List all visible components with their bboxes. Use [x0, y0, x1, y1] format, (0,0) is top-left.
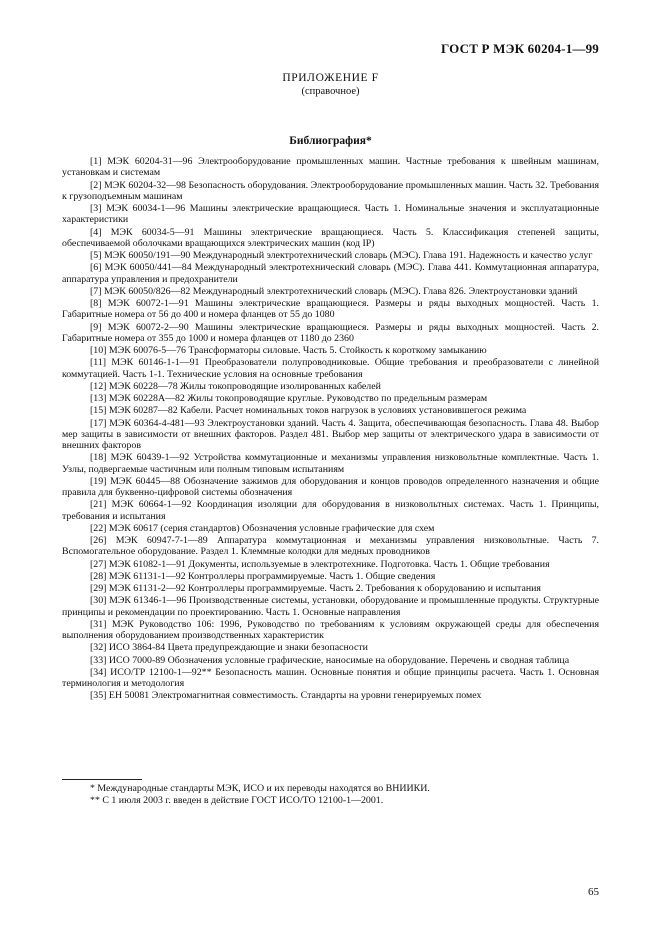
bibliography-entry: [9] МЭК 60072-2—90 Машины электрические вращающиеся. Размеры и ряды выходных мощностей. Часть 2. Габаритные номера от 355 до 1000 и номера фланцев от 1180 до 2360	[62, 321, 599, 344]
bibliography-title: Библиография*	[289, 135, 372, 147]
bibliography-entry: [6] МЭК 60050/441—84 Международный электротехнический словарь (МЭС). Глава 441. Коммутационная аппаратура, аппаратура управления и предохранители	[62, 262, 599, 285]
bibliography-entry: [5] МЭК 60050/191—90 Международный электротехнический словарь (МЭС). Глава 191. Надежность и качество услуг	[90, 250, 593, 261]
bibliography-entry: [27] МЭК 61082-1—91 Документы, используемые в электротехнике. Подготовка. Часть 1. Общие требования	[90, 558, 550, 570]
bibliography-entry: [1] МЭК 60204-31—96 Электрооборудование промышленных машин. Частные требования к швейным машинам, установкам и системам	[62, 156, 599, 179]
bibliography-entry: [22] МЭК 60617 (серия стандартов) Обозначения условные графические для схем	[90, 522, 435, 534]
footnote: ** С 1 июля 2003 г. введен в действие ГОСТ ИСО/ТО 12100-1—2001.	[90, 795, 384, 806]
page-number: 65	[588, 886, 599, 898]
footnote-divider	[62, 779, 142, 780]
bibliography-entry: [7] МЭК 60050/826—82 Международный электротехнический словарь (МЭС). Глава 826. Электроустановки зданий	[90, 285, 578, 297]
bibliography-entry: [35] ЕН 50081 Электромагнитная совместимость. Стандарты на уровни генерируемых помех	[90, 690, 482, 702]
bibliography-entry: [31] МЭК Руководство 106: 1996, Руководство по требованиям к условиям окружающей среды для обеспечения выполнения оборудованием производственных характеристик	[62, 618, 599, 641]
bibliography-entry: [4] МЭК 60034-5—91 Машины электрические вращающиеся. Часть 5. Классификация степеней защиты, обеспечиваемой оболочками вращающихся электрических машин (код IP)	[62, 226, 599, 249]
bibliography-entry: [12] МЭК 60228—78 Жилы токопроводящие изолированных кабелей	[90, 380, 381, 392]
bibliography-entry: [11] МЭК 60146-1-1—91 Преобразователи полупроводниковые. Общие требования и преобразователи с линейной коммутацией. Часть 1-1. Технические условия на основные требования	[62, 357, 599, 380]
bibliography-entry: [28] МЭК 61131-1—92 Контроллеры программируемые. Часть 1. Общие сведения	[90, 570, 436, 582]
bibliography-entry: [8] МЭК 60072-1—91 Машины электрические вращающиеся. Размеры и ряды выходных мощностей. Часть 1. Габаритные номера от 56 до 400 и номера фланцев от 55 до 1080	[62, 298, 599, 321]
bibliography-entry: [21] МЭК 60664-1—92 Координация изоляции для оборудования в низковольтных системах. Часть 1. Принципы, требования и испытания	[62, 499, 599, 522]
bibliography-entry: [29] МЭК 61131-2—92 Контроллеры программируемые. Часть 2. Требования к оборудованию и испытания	[90, 583, 541, 594]
bibliography-entry: [19] МЭК 60445—88 Обозначение зажимов для оборудования и концов проводов определенного назначения и общие правила для буквенно-цифровой системы обозначения	[62, 475, 599, 498]
document-code-header: ГОСТ Р МЭК 60204-1—99	[440, 41, 599, 56]
footnotes	[62, 783, 599, 807]
bibliography-entry: [26] МЭК 60947-7-1—89 Аппаратура коммутационная и механизмы управления низковольтные. Часть 7. Вспомогательное оборудование. Раздел 1. Клеммные колодки для медных проводников	[62, 535, 599, 558]
bibliography-entry: [3] МЭК 60034-1—96 Машины электрические вращающиеся. Часть 1. Номинальные значения и эксплуатационные характеристики	[62, 203, 599, 226]
bibliography-entry: [32] ИСО 3864-84 Цвета предупреждающие и знаки безопасности	[90, 642, 368, 654]
bibliography-entry: [10] МЭК 60076-5—76 Трансформаторы силовые. Часть 5. Стойкость к короткому замыканию	[90, 345, 487, 356]
bibliography-entry: [34] ИСО/ТР 12100-1—92** Безопасность машин. Основные понятия и общие принципы расчета. Часть 1. Основная терминология и методология	[62, 666, 599, 689]
appendix-note: (справочное)	[301, 86, 360, 97]
bibliography-list	[62, 156, 599, 703]
bibliography-entry: [2] МЭК 60204-32—98 Безопасность оборудования. Электрооборудование промышленных машин. Часть 32. Требования к грузоподъемным машинам	[62, 179, 599, 202]
bibliography-entry: [17] МЭК 60364-4-481—93 Электроустановки зданий. Часть 4. Защита, обеспечивающая безопасность. Глава 48. Выбор мер защиты в зависимости от внешних факторов. Раздел 481. Выбор мер защиты от электрического удара в зависимости от внешних факторов	[62, 417, 599, 451]
appendix-title: ПРИЛОЖЕНИЕ F	[282, 72, 379, 84]
bibliography-entry: [33] ИСО 7000-89 Обозначения условные графические, наносимые на оборудование. Перечень и сводная таблица	[90, 654, 570, 666]
bibliography-entry: [30] МЭК 61346-1—96 Производственные системы, установки, оборудование и промышленные продукты. Структурные принципы и рекомендации по проектированию. Часть 1. Основные направления	[62, 595, 599, 618]
bibliography-entry: [18] МЭК 60439-1—92 Устройства коммутационные и механизмы управления низковольтные комплектные. Часть 1. Узлы, подвергаемые частичным или полным типовым испытаниям	[62, 452, 599, 475]
bibliography-entry: [15] МЭК 60287—82 Кабели. Расчет номинальных токов нагрузок в условиях установившегося режима	[90, 405, 527, 417]
bibliography-entry: [13] МЭК 60228А—82 Жилы токопроводящие круглые. Руководство по предельным размерам	[90, 393, 488, 404]
footnote: * Международные стандарты МЭК, ИСО и их переводы находятся во ВНИИКИ.	[90, 783, 430, 794]
